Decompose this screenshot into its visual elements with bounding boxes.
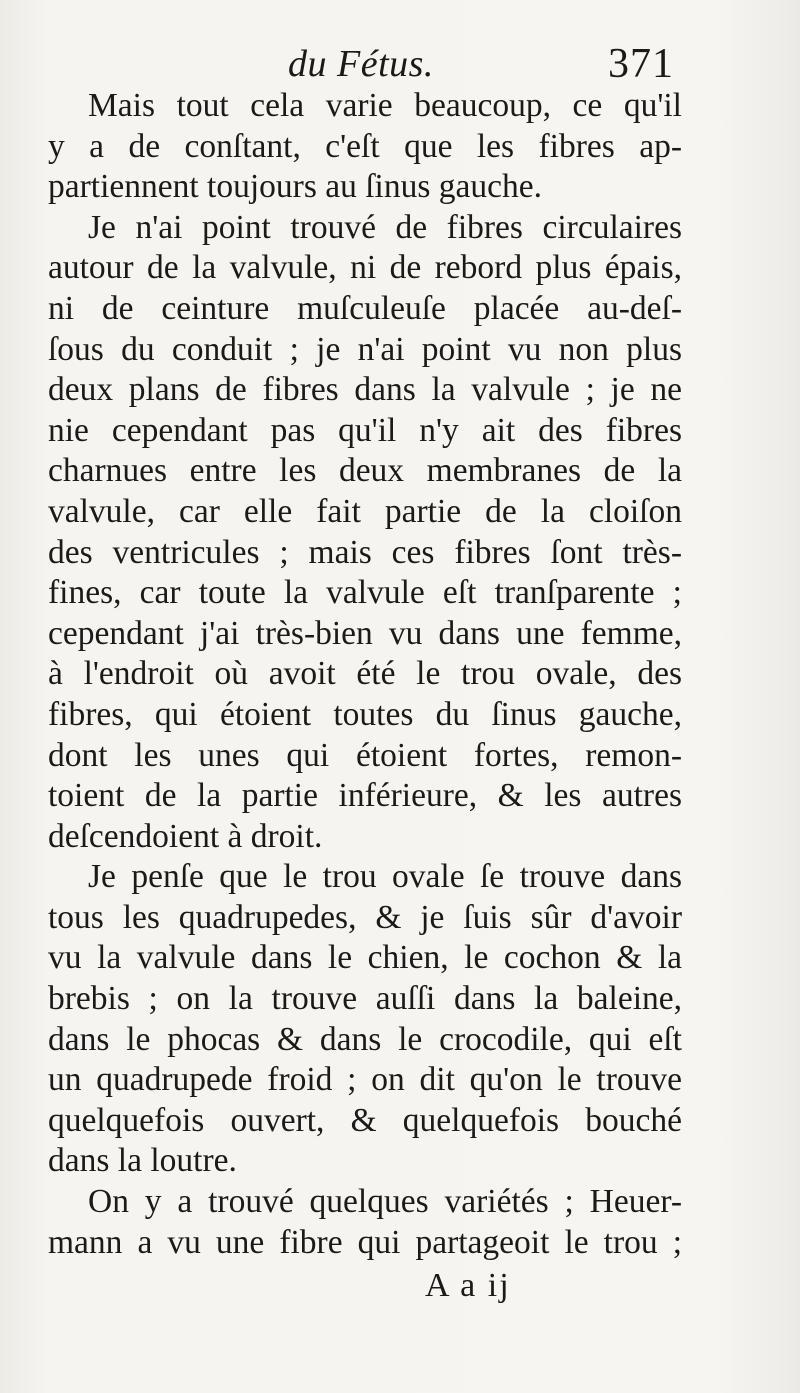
text-line: vu la valvule dans le chien, le cochon & la [48,939,682,977]
page-number: 371 [608,41,674,87]
text-line: Mais tout cela varie beaucoup, ce qu'il [88,87,682,124]
text-line: ſous du conduit ; je n'ai point vu non plus [48,330,682,368]
text-line: toient de la partie inférieure, & les autres [48,777,682,815]
text-line: valvule, car elle fait partie de la cloiſon [48,492,682,530]
signature-mark: A a ij [425,1267,511,1304]
text-line: deux plans de fibres dans la valvule ; je ne [48,371,682,409]
text-line: un quadrupede froid ; on dit qu'on le trouve [48,1061,682,1099]
text-line: charnues entre les deux membranes de la [48,452,682,490]
text-line: ni de ceinture muſculeuſe placée au-deſ- [48,289,682,327]
text-line: quelquefois ouvert, & quelquefois bouché [48,1101,682,1139]
text-line: mann a vu une fibre qui partageoit le trou ; [48,1223,682,1261]
paragraph-1 [48,86,682,208]
text-line: On y a trouvé quelques variétés ; Heuer- [88,1183,682,1221]
text-line: à l'endroit où avoit été le trou ovale, des [48,655,682,693]
paragraph-3 [48,857,682,1182]
text-line: dont les unes qui étoient fortes, remon- [48,736,682,774]
text-line: fines, car toute la valvule eſt tranſparente ; [48,574,682,612]
paragraph-4 [48,1182,682,1263]
text-line: partiennent toujours au ſinus gauche. [48,168,542,206]
running-title: du Fétus. [288,43,434,85]
paragraph-2 [48,208,682,858]
text-line: Je penſe que le trou ovale ſe trouve dans [88,858,682,896]
text-line: y a de conſtant, c'eſt que les fibres ap- [48,127,682,165]
text-line: deſcendoient à droit. [48,817,323,855]
text-line: fibres, qui étoient toutes du ſinus gauche, [48,695,682,733]
text-line: autour de la valvule, ni de rebord plus épais, [48,249,682,287]
text-line: Je n'ai point trouvé de fibres circulaires [88,208,682,246]
text-line: brebis ; on la trouve auſſi dans la baleine, [48,980,682,1018]
text-line: dans la loutre. [48,1142,237,1180]
text-line: cependant j'ai très-bien vu dans une femme, [48,614,682,652]
text-line: nie cependant pas qu'il n'y ait des fibres [48,411,682,449]
text-line: dans le phocas & dans le crocodile, qui eſt [48,1020,682,1058]
body-text [48,86,682,1263]
text-line: des ventricules ; mais ces fibres ſont très- [48,533,682,571]
text-line: tous les quadrupedes, & je ſuis sûr d'avoir [48,898,682,936]
